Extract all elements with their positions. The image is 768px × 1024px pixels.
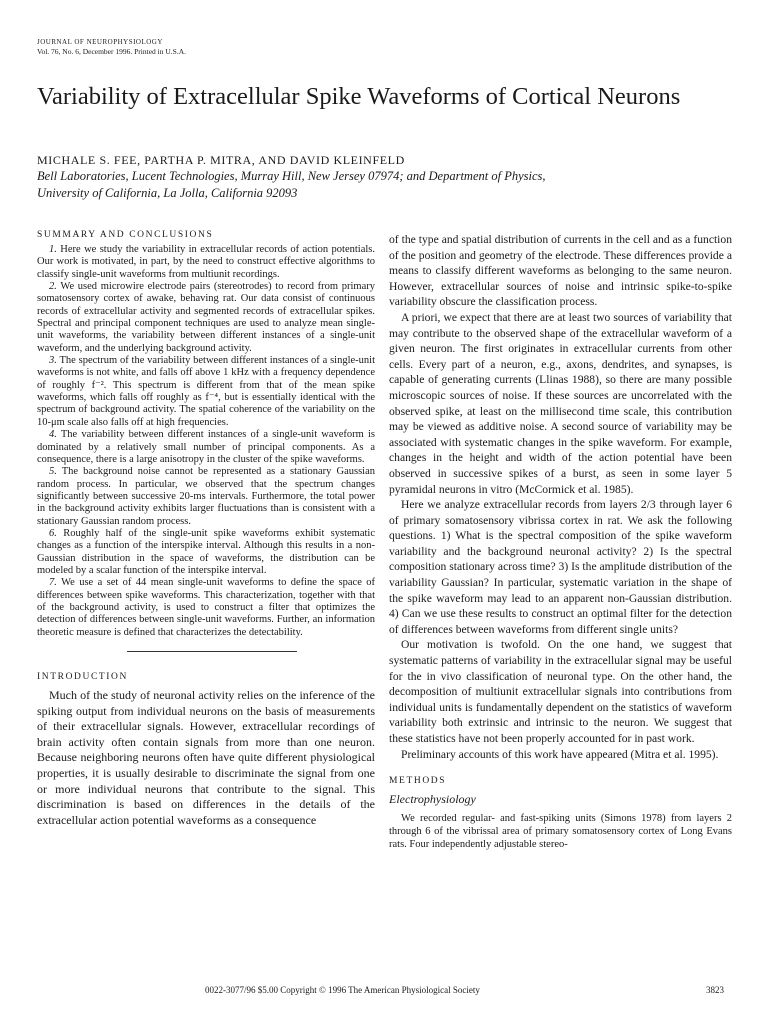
section-divider xyxy=(127,651,297,652)
affiliation-line-2: University of California, La Jolla, California 92093 xyxy=(37,186,298,200)
paragraph-questions: Here we analyze extracellular records from layers 2/3 through layer 6 of primary somatosensory vibrissa cortex in rat. We ask the following questions. 1) What is the spectral composition of the spike waveform variability and the background neuronal activity? 2) Is the spectral composition stationary across time? 3) Is the amplitude distribution of the variability Gaussian? In particular, systematic variation in the shape of the spike waveform may lead to an apparent non-Gaussian distribution. 4) Can we use these results to construct an optimal filter for the detection of differences between waveforms from different single units? xyxy=(389,498,732,636)
summary-paragraph-5: 5. The background noise cannot be represented as a stationary Gaussian random process. In particular, we observed that the spectrum changes significantly between successive 20-ms intervals. Furthermore, the total power in the background activity exhibits larger fluctuations than is consistent with a stationary Gaussian random process. xyxy=(37,466,375,527)
summary-paragraph-3: 3. The spectrum of the variability between different instances of a single-unit waveforms is not white, and falls off above 1 kHz with a frequency dependence of roughly f⁻². This spectrum is different from that of the mean spike waveforms, which falls off roughly as f⁻⁴, but is essentially identical with the spectrum of background activity. The spatial coherence of the variability on the 10-μm scale also falls off at high frequencies. xyxy=(37,355,375,428)
paragraph-motivation: Our motivation is twofold. On the one hand, we suggest that systematic patterns of variability in the extracellular signal may be useful for the in vivo classification of neuronal type. On the other hand, the decomposition of multiunit extracellular signals into contributions from individual units is fundamentally dependent on the statistics of waveform variability both extrinsic and intrinsic to the neuron. We suggest that these statistics have not been properly accounted for in past work. xyxy=(389,638,732,745)
article-title: Variability of Extracellular Spike Waveforms of Cortical Neurons xyxy=(37,83,681,110)
volume-line: Vol. 76, No. 6, December 1996. Printed in U.S.A. xyxy=(37,47,187,56)
summary-paragraph-6: 6. Roughly half of the single-unit spike waveforms exhibit systematic changes as a function of the interspike interval. Although this results in a non-Gaussian distribution in the space of waveforms, the distribution can be modeled by a scalar function of the interspike interval. xyxy=(37,527,375,576)
right-column xyxy=(389,232,732,851)
left-column xyxy=(37,230,375,828)
affiliation xyxy=(37,168,737,202)
summary-paragraph-2: 2. We used microwire electrode pairs (stereotrodes) to record from primary somatosensory cortex of awake, behaving rat. Our data consist of continuous records of extracellular activity and segmented records of extracellular spikes. Spectral and principal component techniques are used to analyze mean single-unit waveforms, the variability between different instances of a single-unit waveform, and the underlying background activity. xyxy=(37,281,375,354)
paragraph-preliminary: Preliminary accounts of this work have appeared (Mitra et al. 1995). xyxy=(401,747,719,761)
journal-name: JOURNAL OF NEUROPHYSIOLOGY xyxy=(37,38,163,46)
copyright-line: 0022-3077/96 $5.00 Copyright © 1996 The American Physiological Society xyxy=(205,985,480,995)
running-head xyxy=(37,38,186,56)
author-list: MICHALE S. FEE, PARTHA P. MITRA, AND DAVID KLEINFELD xyxy=(37,153,405,167)
paragraph-methods: We recorded regular- and fast-spiking units (Simons 1978) from layers 2 through 6 of the vibrissal area of primary somatosensory cortex of Long Evans rats. Four independently adjustable stereo- xyxy=(389,813,732,851)
page-number: 3823 xyxy=(706,985,724,995)
summary-paragraph-7: 7. We use a set of 44 mean single-unit waveforms to define the space of differences between spike waveforms. This characterization, together with that of the background activity, is used to construct a filter that optimizes the detection of differences between single-unit waveforms. Further, an information theoretic measure is defined that characterizes the detectability. xyxy=(37,577,375,638)
introduction-heading: INTRODUCTION xyxy=(37,672,128,682)
paragraph-a-priori: A priori, we expect that there are at least two sources of variability that may contribute to the observed shape of the extracellular waveform of a given neuron. The first originates in extracellular currents from other cells. Every part of a neuron, e.g., axons, dendrites, and synapses, is capable of generating currents (Llinas 1988), so there are many possible microscopic sources of noise. If these sources are uncorrelated with the observed spike, at least on the millisecond time scale, this contribution may be viewed as additive noise. A second source of variability may be associated with systematic changes in the spike waveform. For example, changes in the height and width of the action potential have been observed in successive spikes of a burst, as seen in some layer 5 pyramidal neurons in vitro (McCormick et al. 1985). xyxy=(389,310,732,496)
affiliation-line-1: Bell Laboratories, Lucent Technologies, Murray Hill, New Jersey 07974; and Department of Physics, xyxy=(37,169,546,183)
paragraph-continuation: of the type and spatial distribution of currents in the cell and as a function of the position and geometry of the electrode. These differences provide a means to classify different waveforms as belonging to the same neuron. However, extracellular sources of noise and intrinsic spike-to-spike variability obscure the classification process. xyxy=(389,233,732,309)
summary-heading: SUMMARY AND CONCLUSIONS xyxy=(37,230,214,240)
introduction-paragraph: Much of the study of neuronal activity relies on the inference of the spiking output from individual neurons on the basis of measurements of their extracellular signals. However, extracellular recordings of brain activity often contain signals from more than one neuron. Because neighboring neurons often have quite different physiological properties, it is usually desirable to discriminate the signal from one or more individual neurons that contribute to the signal. This discrimination is based on differences in the details of the extracellular action potential waveforms as a consequence xyxy=(37,688,375,827)
summary-section xyxy=(37,230,375,652)
summary-paragraph-4: 4. The variability between different instances of a single-unit waveform is dominated by a relatively small number of principal components. As a consequence, there is a large anisotropy in the cluster of the spike waveforms. xyxy=(37,429,375,465)
summary-paragraph-1: 1. Here we study the variability in extracellular records of action potentials. Our work is motivated, in part, by the need to construct effective algorithms to classify single-unit waveforms from multiunit recordings. xyxy=(37,244,375,280)
subsection-electrophysiology: Electrophysiology xyxy=(389,792,476,807)
methods-heading: METHODS xyxy=(389,776,447,787)
introduction-section xyxy=(37,672,375,828)
